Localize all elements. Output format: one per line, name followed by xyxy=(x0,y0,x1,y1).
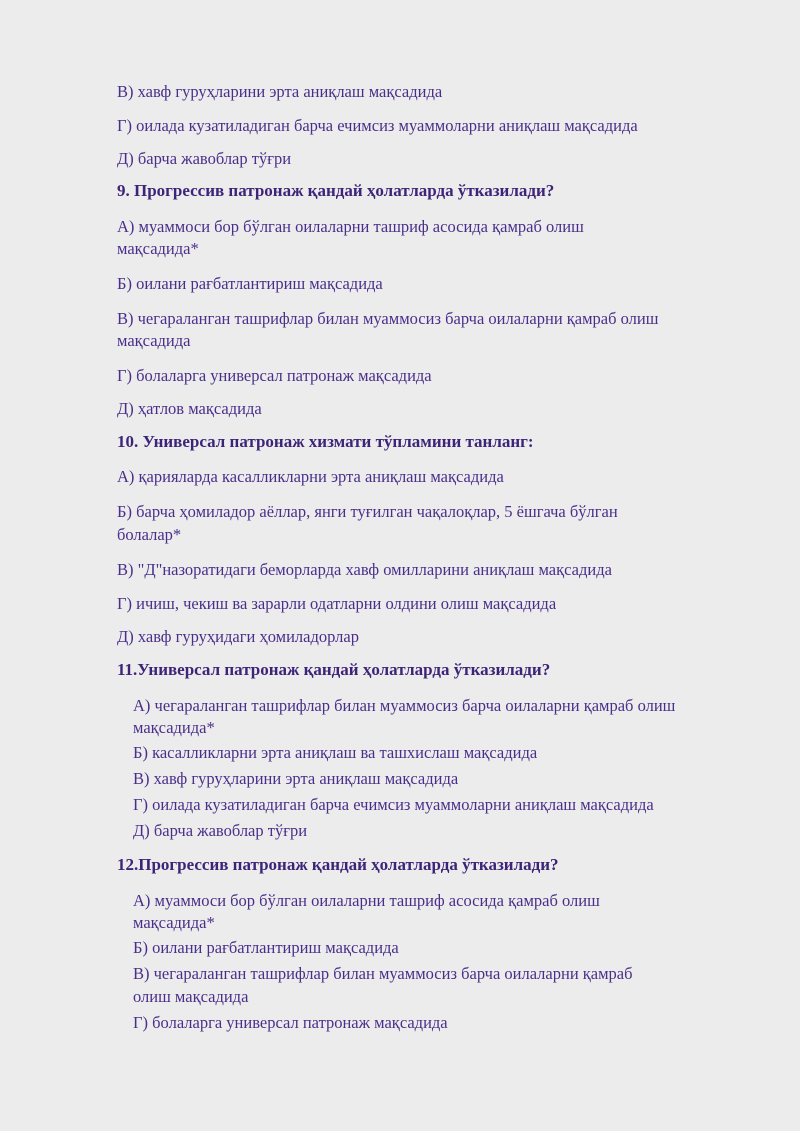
option-line: А) чегараланган ташрифлар билан муаммосиз барча оилаларни қамраб олиш xyxy=(133,696,676,715)
option-line: Д) ҳатлов мақсадида xyxy=(117,399,262,418)
option-line: Д) барча жавоблар тўғри xyxy=(133,821,308,840)
option-line: олиш мақсадида xyxy=(133,987,249,1006)
option-line: А) муаммоси бор бўлган оилаларни ташриф асосида қамраб олиш xyxy=(133,891,600,910)
question-heading: 9. Прогрессив патронаж қандай ҳолатларда ўтказилади? xyxy=(117,181,555,200)
option-line: мақсадида* xyxy=(133,913,215,932)
option-line: болалар* xyxy=(117,525,182,544)
option-line: Д) барча жавоблар тўғри xyxy=(117,149,292,168)
option-line: В) "Д"назоратидаги беморларда хавф омилларини аниқлаш мақсадида xyxy=(117,560,612,579)
option-line: Г) болаларга универсал патронаж мақсадида xyxy=(133,1013,448,1032)
option-line: Б) оилани рағбатлантириш мақсадида xyxy=(133,938,399,957)
option-line: мақсадида* xyxy=(117,239,199,258)
option-line: Д) хавф гуруҳидаги ҳомиладорлар xyxy=(117,627,359,646)
option-line: А) қарияларда касалликларни эрта аниқлаш мақсадида xyxy=(117,467,504,486)
option-line: В) хавф гуруҳларини эрта аниқлаш мақсадида xyxy=(133,769,459,788)
option-line: мақсадида xyxy=(117,331,191,350)
option-line: В) чегараланган ташрифлар билан муаммосиз барча оилаларни қамраб олиш xyxy=(117,309,659,328)
option-line: Г) болаларга универсал патронаж мақсадида xyxy=(117,366,432,385)
option-line: Г) ичиш, чекиш ва зарарли одатларни олдини олиш мақсадида xyxy=(117,594,557,613)
option-line: В) чегараланган ташрифлар билан муаммосиз барча оилаларни қамраб xyxy=(133,964,633,983)
option-line: Б) барча ҳомиладор аёллар, янги туғилган чақалоқлар, 5 ёшгача бўлган xyxy=(117,502,618,521)
option-line: мақсадида* xyxy=(133,718,215,737)
question-heading: 11.Универсал патронаж қандай ҳолатларда ўтказилади? xyxy=(117,660,551,679)
question-heading: 10. Универсал патронаж хизмати тўпламини танланг: xyxy=(117,432,534,451)
option-line: Б) оилани рағбатлантириш мақсадида xyxy=(117,274,383,293)
option-line: Г) оилада кузатиладиган барча ечимсиз муаммоларни аниқлаш мақсадида xyxy=(133,795,654,814)
option-line: Г) оилада кузатиладиган барча ечимсиз муаммоларни аниқлаш мақсадида xyxy=(117,116,638,135)
option-line: Б) касалликларни эрта аниқлаш ва ташхислаш мақсадида xyxy=(133,743,538,762)
option-line: А) муаммоси бор бўлган оилаларни ташриф асосида қамраб олиш xyxy=(117,217,584,236)
option-line: В) хавф гуруҳларини эрта аниқлаш мақсадида xyxy=(117,82,443,101)
question-heading: 12.Прогрессив патронаж қандай ҳолатларда ўтказилади? xyxy=(117,855,559,874)
